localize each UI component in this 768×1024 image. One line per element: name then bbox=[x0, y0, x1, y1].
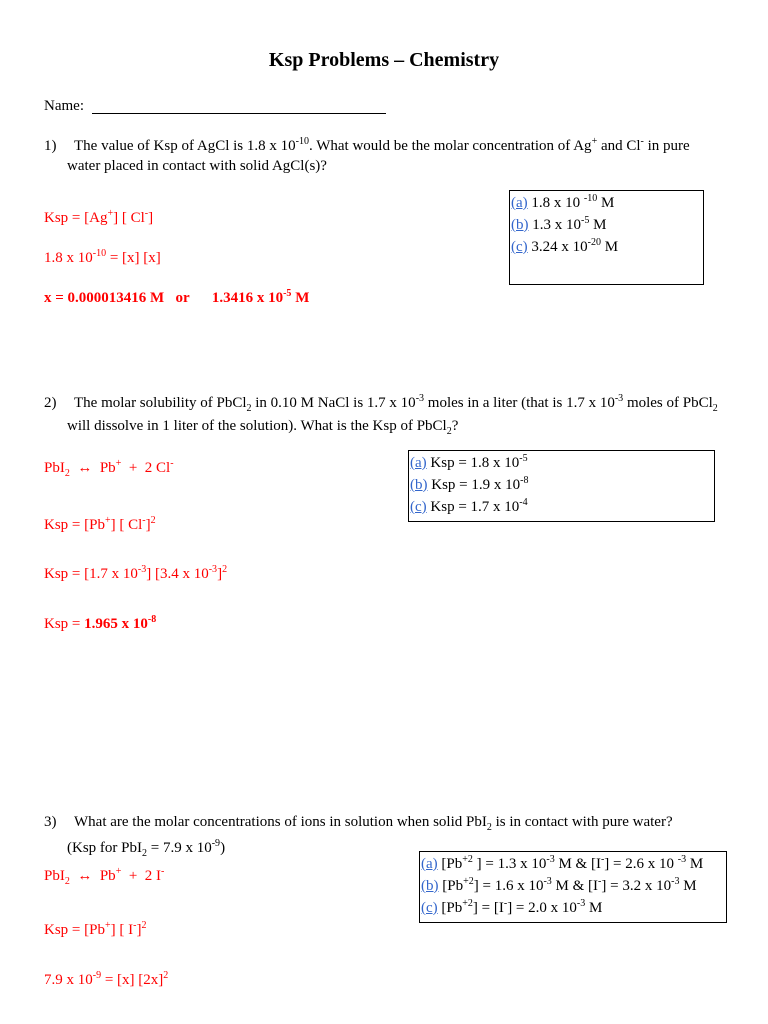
text-run: Ksp = [Pb bbox=[44, 517, 105, 533]
superscript: 2 bbox=[150, 515, 156, 526]
text-run: ) bbox=[220, 840, 226, 856]
superscript: -3 bbox=[137, 564, 147, 575]
superscript: 2 bbox=[222, 564, 228, 575]
text-run: PbI bbox=[44, 460, 65, 476]
text-run: + 2 I bbox=[121, 868, 162, 884]
text-run: in pure bbox=[643, 138, 690, 154]
text-run: water placed in contact with solid AgCl(s)? bbox=[67, 158, 327, 174]
answer-option-c bbox=[511, 239, 618, 260]
option-b-link[interactable]: (b) bbox=[410, 477, 428, 493]
superscript: 2 bbox=[163, 970, 169, 981]
question-1-number: 1) bbox=[44, 138, 57, 154]
option-b-link[interactable]: (b) bbox=[421, 878, 439, 894]
option-b-link[interactable]: (b) bbox=[511, 217, 529, 233]
page-title: Ksp Problems – Chemistry bbox=[268, 49, 500, 71]
text-run: Ksp = 1.8 x 10 bbox=[426, 455, 520, 471]
text-run: moles in a liter (that is 1.7 x 10 bbox=[424, 395, 615, 411]
text-run: M bbox=[597, 195, 615, 211]
superscript: - bbox=[133, 920, 137, 931]
superscript: - bbox=[144, 208, 149, 219]
superscript: -3 bbox=[576, 898, 586, 909]
text-run: Ksp = [1.7 x 10 bbox=[44, 566, 138, 582]
text-run: Ksp = [Pb bbox=[44, 922, 105, 938]
text-run: ] bbox=[148, 210, 154, 226]
superscript: -5 bbox=[283, 288, 292, 299]
superscript: -10 bbox=[583, 193, 598, 204]
text-run: [Pb bbox=[438, 878, 464, 894]
answer-option-b bbox=[421, 878, 697, 899]
option-a-link[interactable]: (a) bbox=[410, 455, 427, 471]
option-c-link[interactable]: (c) bbox=[511, 239, 528, 255]
superscript: - bbox=[503, 898, 508, 909]
text-run: (Ksp for PbI bbox=[67, 840, 142, 856]
text-run: M & [I bbox=[554, 856, 601, 872]
text-run: ] bbox=[145, 517, 151, 533]
answer-option-a bbox=[410, 455, 528, 476]
superscript: + bbox=[591, 136, 598, 147]
question-2-answer-options-box bbox=[408, 450, 715, 522]
superscript: + bbox=[104, 515, 111, 526]
text-run: Ksp = [Ag bbox=[44, 210, 108, 226]
text-run: = [x] [2x] bbox=[101, 972, 164, 988]
superscript: -20 bbox=[587, 237, 601, 248]
text-run: ] = 1.6 x 10 bbox=[473, 878, 544, 894]
text-run: [Pb bbox=[437, 900, 463, 916]
superscript: -8 bbox=[520, 475, 529, 486]
text-run: The molar solubility of PbCl bbox=[74, 395, 247, 411]
superscript: +2 bbox=[462, 854, 473, 865]
text-run: M & [I bbox=[551, 878, 599, 894]
question-2-number: 2) bbox=[44, 395, 57, 411]
question-2-work-line-2 bbox=[44, 517, 156, 538]
text-run: Ksp = 1.7 x 10 bbox=[426, 499, 520, 515]
superscript: -10 bbox=[92, 248, 107, 259]
question-1-work-line-1 bbox=[44, 210, 153, 231]
superscript: +2 bbox=[463, 876, 474, 887]
text-run: [Pb bbox=[437, 856, 463, 872]
answer-option-a bbox=[421, 856, 703, 877]
text-run: ] = 1.3 x 10 bbox=[472, 856, 547, 872]
text-run: ] = 3.2 x 10 bbox=[601, 878, 672, 894]
text-run: ] [ I bbox=[110, 922, 134, 938]
question-1-answer-line bbox=[44, 290, 309, 311]
superscript: + bbox=[115, 866, 122, 877]
question-3-work-line-2 bbox=[44, 922, 146, 943]
text-run: The value of Ksp of AgCl is 1.8 x 10 bbox=[74, 138, 296, 154]
question-3-number: 3) bbox=[44, 814, 57, 830]
question-1-work-line-2 bbox=[44, 250, 161, 271]
question-1-prompt-line-1 bbox=[74, 138, 690, 159]
question-1-answer-options-box bbox=[509, 190, 704, 285]
option-a-link[interactable]: (a) bbox=[511, 195, 528, 211]
superscript: + bbox=[115, 458, 122, 469]
question-2-prompt-line-2 bbox=[67, 418, 458, 439]
superscript: - bbox=[598, 876, 602, 887]
superscript: - bbox=[600, 854, 605, 865]
superscript: -10 bbox=[295, 136, 309, 147]
question-2-prompt-line-1 bbox=[74, 395, 718, 416]
text-run: 1.8 x 10 bbox=[527, 195, 584, 211]
superscript: - bbox=[142, 515, 146, 526]
subscript: 2 bbox=[712, 403, 718, 414]
text-run: ↔ Pb bbox=[69, 868, 116, 884]
subscript: 2 bbox=[246, 403, 252, 414]
text-run: will dissolve in 1 liter of the solution). What is the Ksp of PbCl bbox=[67, 418, 447, 434]
subscript: 2 bbox=[142, 848, 147, 859]
subscript: 2 bbox=[486, 822, 492, 833]
name-label: Name: bbox=[44, 98, 84, 114]
question-3-prompt-line-2 bbox=[67, 840, 225, 861]
text-run: M bbox=[585, 900, 603, 916]
superscript: -4 bbox=[519, 497, 528, 508]
text-run: M bbox=[679, 878, 697, 894]
text-run: = 7.9 x 10 bbox=[147, 840, 212, 856]
option-c-link[interactable]: (c) bbox=[410, 499, 427, 515]
question-2-answer-line bbox=[44, 616, 156, 637]
superscript: -9 bbox=[211, 838, 221, 849]
text-run: Ksp = bbox=[44, 616, 85, 632]
superscript: -3 bbox=[614, 393, 624, 404]
superscript: - bbox=[161, 866, 165, 877]
answer-option-b bbox=[511, 217, 606, 238]
subscript: 2 bbox=[64, 876, 70, 887]
text-run: M bbox=[601, 239, 619, 255]
superscript: -8 bbox=[147, 614, 157, 625]
superscript: 2 bbox=[141, 920, 147, 931]
question-3-answer-options-box bbox=[419, 851, 727, 923]
text-run: is in contact with pure water? bbox=[491, 814, 673, 830]
text-run: Ksp = 1.9 x 10 bbox=[427, 477, 521, 493]
superscript: -5 bbox=[519, 453, 528, 464]
answer-option-a bbox=[511, 195, 614, 216]
text-run: = [x] [x] bbox=[106, 250, 161, 266]
text-run: ] [ Cl bbox=[113, 210, 145, 226]
question-3-work-line-1 bbox=[44, 868, 164, 889]
text-run: 7.9 x 10 bbox=[44, 972, 93, 988]
answer-option-c bbox=[421, 900, 602, 921]
superscript: - bbox=[170, 458, 174, 469]
text-run: 3.24 x 10 bbox=[527, 239, 588, 255]
text-run: 1.3 x 10 bbox=[528, 217, 581, 233]
text-run: ↔ Pb bbox=[69, 460, 116, 476]
text-run: ] [ Cl bbox=[110, 517, 143, 533]
text-run: in 0.10 M NaCl is 1.7 x 10 bbox=[251, 395, 416, 411]
subscript: 2 bbox=[446, 426, 452, 437]
superscript: -3 bbox=[415, 393, 425, 404]
superscript: -3 bbox=[671, 876, 680, 887]
text-run: . What would be the molar concentration of Ag bbox=[309, 138, 592, 154]
text-run: ] [3.4 x 10 bbox=[146, 566, 209, 582]
superscript: -9 bbox=[92, 970, 102, 981]
text-run: ] bbox=[136, 922, 142, 938]
name-blank-line bbox=[92, 113, 386, 114]
subscript: 2 bbox=[64, 468, 70, 479]
superscript: + bbox=[107, 208, 114, 219]
question-1-prompt-line-2 bbox=[67, 158, 327, 179]
superscript: -3 bbox=[208, 564, 218, 575]
text-run: M bbox=[291, 290, 310, 306]
text-run: ] = [I bbox=[472, 900, 504, 916]
option-a-link[interactable]: (a) bbox=[421, 856, 438, 872]
superscript: -3 bbox=[546, 854, 555, 865]
text-run: ] bbox=[217, 566, 223, 582]
superscript: -5 bbox=[581, 215, 590, 226]
text-run: + 2 Cl bbox=[121, 460, 171, 476]
text-run: M bbox=[686, 856, 704, 872]
text-run: ] = 2.6 x 10 bbox=[604, 856, 678, 872]
question-2-work-line-3 bbox=[44, 566, 227, 587]
text-run: PbI bbox=[44, 868, 65, 884]
superscript: +2 bbox=[462, 898, 473, 909]
text-run: What are the molar concentrations of ions in solution when solid PbI bbox=[74, 814, 487, 830]
text-run: 1.8 x 10 bbox=[44, 250, 93, 266]
answer-option-c bbox=[410, 499, 528, 520]
answer-option-b bbox=[410, 477, 528, 498]
text-run: and Cl bbox=[597, 138, 641, 154]
superscript: -3 bbox=[677, 854, 687, 865]
answer-value: 1.965 x 10 bbox=[84, 616, 148, 632]
text-run: ] = 2.0 x 10 bbox=[507, 900, 577, 916]
question-3-prompt-line-1 bbox=[74, 814, 673, 835]
text-run: M bbox=[589, 217, 607, 233]
superscript: -3 bbox=[543, 876, 552, 887]
superscript: + bbox=[104, 920, 111, 931]
option-c-link[interactable]: (c) bbox=[421, 900, 438, 916]
text-run: x = 0.000013416 M or 1.3416 x 10 bbox=[44, 290, 284, 306]
text-run: moles of PbCl bbox=[623, 395, 713, 411]
question-2-work-line-1 bbox=[44, 460, 174, 481]
superscript: - bbox=[640, 136, 644, 147]
question-3-work-line-3 bbox=[44, 972, 168, 993]
text-run: ? bbox=[451, 418, 459, 434]
